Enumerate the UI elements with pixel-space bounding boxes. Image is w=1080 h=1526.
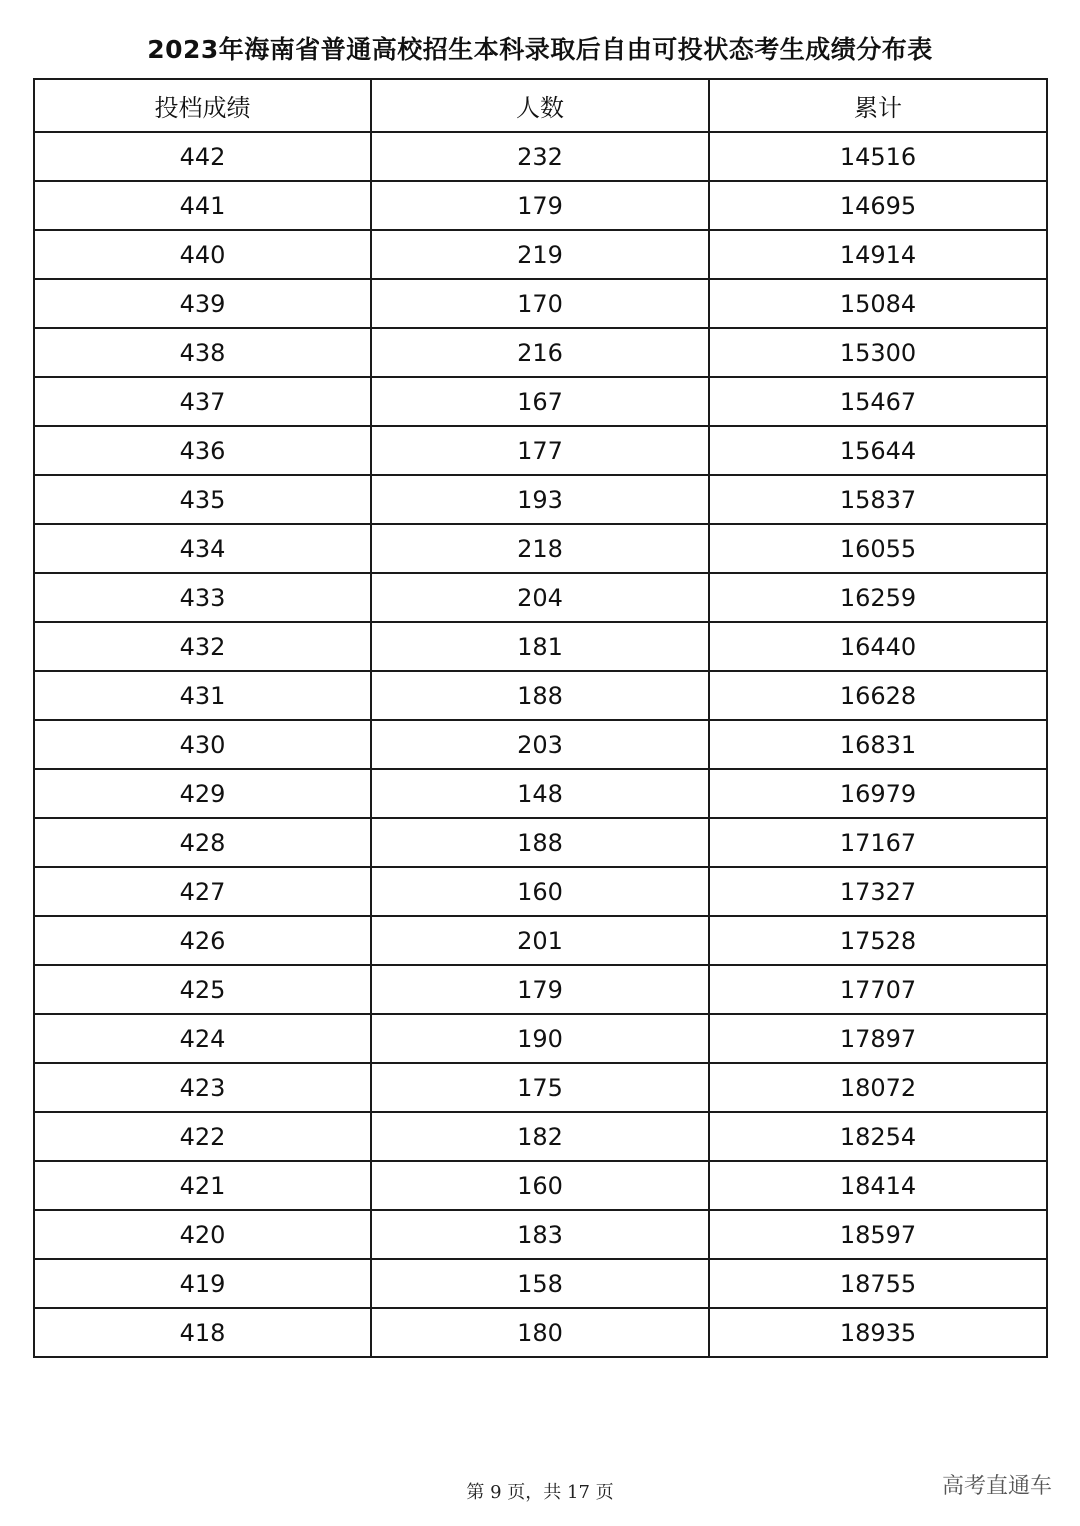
cell-score: 419 [34,1259,371,1308]
cell-score: 424 [34,1014,371,1063]
cell-cumulative: 18414 [709,1161,1047,1210]
table-row [34,1161,1047,1210]
cell-score: 438 [34,328,371,377]
cell-cumulative: 18072 [709,1063,1047,1112]
cell-count: 179 [371,181,709,230]
cell-cumulative: 18597 [709,1210,1047,1259]
cell-cumulative: 15300 [709,328,1047,377]
header-score: 投档成绩 [34,79,371,132]
cell-count: 158 [371,1259,709,1308]
cell-score: 420 [34,1210,371,1259]
table-row [34,230,1047,279]
cell-count: 180 [371,1308,709,1357]
cell-cumulative: 17897 [709,1014,1047,1063]
cell-count: 182 [371,1112,709,1161]
cell-count: 188 [371,818,709,867]
table-row [34,475,1047,524]
cell-count: 216 [371,328,709,377]
cell-cumulative: 18935 [709,1308,1047,1357]
cell-count: 203 [371,720,709,769]
cell-count: 175 [371,1063,709,1112]
cell-cumulative: 15837 [709,475,1047,524]
cell-count: 188 [371,671,709,720]
cell-cumulative: 16979 [709,769,1047,818]
cell-count: 179 [371,965,709,1014]
table-row [34,328,1047,377]
cell-cumulative: 14914 [709,230,1047,279]
cell-cumulative: 18755 [709,1259,1047,1308]
cell-score: 421 [34,1161,371,1210]
cell-score: 439 [34,279,371,328]
cell-score: 432 [34,622,371,671]
cell-score: 441 [34,181,371,230]
cell-score: 418 [34,1308,371,1357]
cell-cumulative: 15467 [709,377,1047,426]
table-row [34,426,1047,475]
score-distribution-table [33,78,1048,1358]
table-row [34,818,1047,867]
cell-score: 428 [34,818,371,867]
cell-score: 434 [34,524,371,573]
cell-score: 435 [34,475,371,524]
cell-cumulative: 17167 [709,818,1047,867]
table-row [34,377,1047,426]
cell-score: 436 [34,426,371,475]
table-row [34,524,1047,573]
table-row [34,132,1047,181]
cell-cumulative: 16259 [709,573,1047,622]
cell-count: 167 [371,377,709,426]
table-body [34,132,1047,1357]
cell-score: 422 [34,1112,371,1161]
table-row [34,965,1047,1014]
watermark: 高考直通车 [941,1474,1052,1499]
page-title: 2023年海南省普通高校招生本科录取后自由可投状态考生成绩分布表 [147,35,933,64]
cell-count: 232 [371,132,709,181]
header-cumulative: 累计 [709,79,1047,132]
table-row [34,1063,1047,1112]
cell-cumulative: 16628 [709,671,1047,720]
cell-score: 423 [34,1063,371,1112]
cell-cumulative: 17528 [709,916,1047,965]
cell-count: 170 [371,279,709,328]
cell-count: 160 [371,867,709,916]
cell-score: 431 [34,671,371,720]
cell-score: 440 [34,230,371,279]
cell-count: 177 [371,426,709,475]
cell-score: 437 [34,377,371,426]
cell-count: 193 [371,475,709,524]
table-row [34,279,1047,328]
cell-count: 204 [371,573,709,622]
page-number: 第 9 页，共 17 页 [466,1482,614,1503]
table-row [34,1259,1047,1308]
table-row [34,573,1047,622]
cell-score: 433 [34,573,371,622]
table-row [34,867,1047,916]
table-row [34,1308,1047,1357]
cell-count: 148 [371,769,709,818]
cell-cumulative: 14516 [709,132,1047,181]
cell-count: 201 [371,916,709,965]
table-row [34,181,1047,230]
cell-score: 427 [34,867,371,916]
cell-count: 181 [371,622,709,671]
cell-cumulative: 15644 [709,426,1047,475]
cell-cumulative: 15084 [709,279,1047,328]
cell-cumulative: 16440 [709,622,1047,671]
cell-score: 430 [34,720,371,769]
cell-count: 218 [371,524,709,573]
table-row [34,1014,1047,1063]
table-row [34,1210,1047,1259]
cell-cumulative: 17327 [709,867,1047,916]
cell-cumulative: 18254 [709,1112,1047,1161]
table-row [34,1112,1047,1161]
table-row [34,720,1047,769]
table-row [34,769,1047,818]
table-row [34,671,1047,720]
cell-cumulative: 16831 [709,720,1047,769]
cell-count: 219 [371,230,709,279]
cell-score: 426 [34,916,371,965]
cell-score: 425 [34,965,371,1014]
table-header-row [34,79,1047,132]
cell-score: 442 [34,132,371,181]
cell-count: 190 [371,1014,709,1063]
cell-score: 429 [34,769,371,818]
cell-cumulative: 16055 [709,524,1047,573]
cell-count: 160 [371,1161,709,1210]
cell-cumulative: 14695 [709,181,1047,230]
cell-cumulative: 17707 [709,965,1047,1014]
table-row [34,916,1047,965]
table-row [34,622,1047,671]
header-count: 人数 [371,79,709,132]
cell-count: 183 [371,1210,709,1259]
